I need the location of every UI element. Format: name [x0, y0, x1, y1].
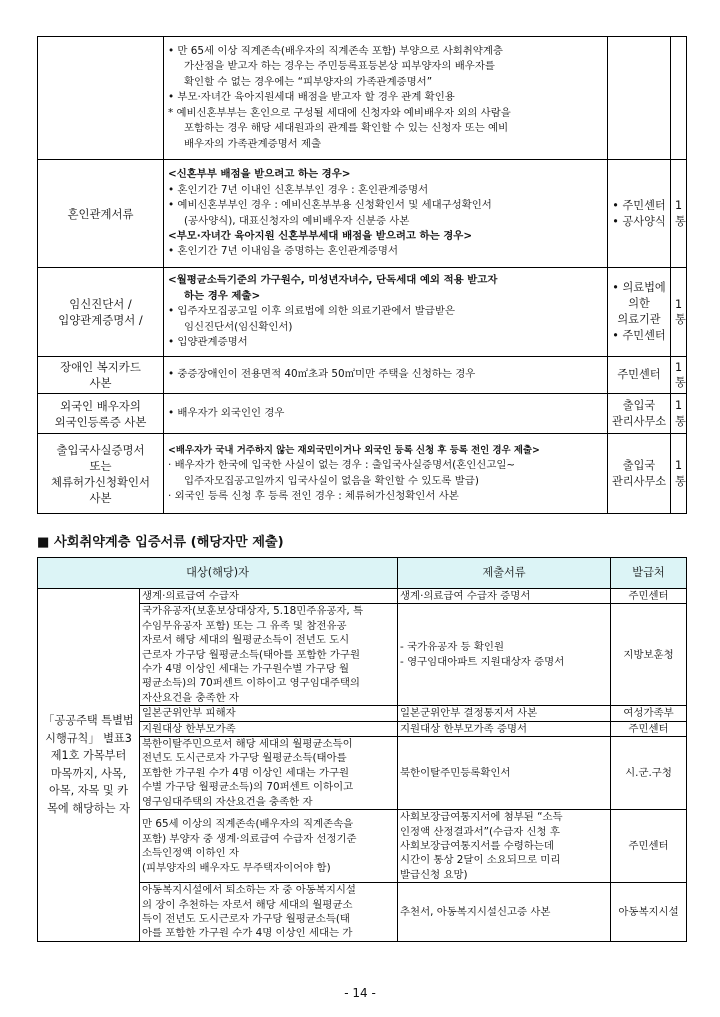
proof-documents-table — [37, 557, 687, 942]
bullet-line: • 입주자모집공고일 이후 의료법에 의한 의료기관에서 발급받은 — [168, 305, 455, 318]
issuer-cell: 주민센터 — [611, 810, 687, 883]
docs-line: 일본군위안부 결정통지서 사본 — [400, 707, 538, 720]
target-line: 아동복지시설에서 퇴소하는 자 중 아동복지시설 — [142, 884, 356, 897]
count-cell: 1통 — [671, 357, 687, 394]
docs-cell — [398, 589, 611, 604]
table-row — [38, 268, 687, 357]
header-docs: 제출서류 — [398, 558, 611, 589]
target-line: 근로자 가구당 월평균소득(태아를 포함한 가구원 — [142, 648, 361, 661]
issuer-cell — [608, 394, 671, 434]
issuer-cell: 주민센터 — [611, 721, 687, 736]
target-cell — [140, 604, 398, 706]
target-cell — [140, 737, 398, 810]
table-row — [38, 37, 687, 160]
bullet-line: · 외국인 등록 신청 후 등록 전인 경우 : 체류허가신청확인서 사본 — [168, 489, 459, 502]
table-row — [38, 357, 687, 394]
issuer-cell — [608, 160, 671, 268]
target-line: 평균소득)의 70퍼센트 이하이고 영구임대주택의 — [142, 677, 360, 690]
legal-basis-line: 마목까지, 사목, — [50, 766, 127, 780]
issuer-cell: 주민센터 — [608, 357, 671, 394]
note-line: * 예비신혼부부는 혼인으로 구성될 세대에 신청자와 예비배우자 외의 사람을 — [168, 106, 511, 119]
target-cell — [140, 810, 398, 883]
bullet-line: · 배우자가 한국에 입국한 사실이 없는 경우 : 출입국사실증명서(혼인신고일~ — [168, 459, 516, 472]
target-line: 수임무유공자 포함) 또는 그 유족 및 참전유공 — [142, 619, 347, 632]
category-cell — [38, 434, 164, 514]
table-row — [38, 434, 687, 514]
description-cell — [164, 357, 608, 394]
issuer-line: 출입국 — [622, 398, 656, 412]
count-cell — [671, 37, 687, 160]
target-line: 영구임대주택의 자산요건을 충족한 자 — [142, 795, 313, 808]
target-line: 자산요건을 충족한 자 — [142, 691, 239, 704]
issuer-line: 관리사무소 — [612, 414, 666, 428]
bullet-line: • 혼인기간 7년 이내인 신혼부부인 경우 : 혼인관계증명서 — [168, 183, 429, 196]
target-line: 득이 전년도 도시근로자 가구당 월평균소득(태 — [142, 912, 350, 925]
target-line: 아를 포함한 가구원 수가 4명 이상인 세대는 가 — [142, 927, 353, 940]
docs-cell — [398, 721, 611, 736]
category-cell — [38, 394, 164, 434]
docs-line: - 국가유공자 등 확인원 — [400, 641, 505, 654]
page-number: - 14 - — [344, 986, 376, 1000]
issuer-cell: 시.군.구청 — [611, 737, 687, 810]
category-line: 사본 — [89, 490, 112, 505]
issuer-cell — [608, 268, 671, 357]
condition-heading: <배우자가 국내 거주하지 않는 재외국민이거나 외국인 등록 신청 후 등록 전인 경우 제출> — [168, 444, 540, 456]
table-row — [38, 394, 687, 434]
category-line: 장애인 복지카드 — [60, 360, 141, 374]
text-line: 가산점을 받고자 하는 경우는 주민등록표등본상 피부양자의 배우자를 — [184, 60, 495, 73]
legal-basis-line: 목에 해당하는 자 — [47, 802, 130, 816]
count-cell: 1통 — [671, 394, 687, 434]
target-line: 자로서 해당 세대의 월평균소득이 전년도 도시 — [142, 634, 350, 647]
docs-cell — [398, 883, 611, 942]
legal-basis-line: 시행규칙」 별표3 — [45, 731, 132, 745]
target-line: 수별 가구당 월평균소득)의 70퍼센트 이하이고 — [142, 781, 354, 794]
issuer-line: 의한 — [628, 297, 650, 310]
text-line: (공사양식), 대표신청자의 예비배우자 신분증 사본 — [184, 214, 410, 227]
description-cell — [164, 268, 608, 357]
bullet-line: • 입양관계증명서 — [168, 336, 248, 349]
bullet-line: • 만 65세 이상 직계존속(배우자의 직계존속 포함) 부양으로 사회취약계층 — [168, 45, 503, 58]
issuer-cell — [608, 37, 671, 160]
issuer-line: • 주민센터 — [612, 198, 666, 212]
count-cell: 1통 — [671, 268, 687, 357]
category-line: 외국인 배우자의 — [60, 398, 141, 413]
bullet-line: • 혼인기간 7년 이내임을 증명하는 혼인관계증명서 — [168, 245, 398, 258]
issuer-cell — [608, 434, 671, 514]
condition-heading: <신혼부부 배점을 받으려고 하는 경우> — [168, 168, 351, 181]
category-cell — [38, 37, 164, 160]
category-line: 입양관계증명서 / — [58, 313, 143, 327]
target-line: 수가 4명 이상인 세대는 가구원수별 가구당 월 — [142, 663, 350, 676]
legal-basis-line: 제1호 가목부터 — [50, 749, 127, 763]
legal-basis-cell — [38, 589, 140, 942]
docs-line: 인정액 산정결과서”(수급자 신청 후 — [400, 825, 560, 838]
legal-basis-line: 「공공주택 특별법 — [43, 714, 134, 728]
target-line: 생계·의료급여 수급자 — [142, 590, 239, 602]
target-line: 북한이탈주민으로서 해당 세대의 월평균소득이 — [142, 738, 353, 751]
docs-line: 북한이탈주민등록확인서 — [400, 766, 511, 779]
docs-line: 추천서, 아동복지시설신고증 사본 — [400, 905, 551, 918]
issuer-line: 출입국 — [622, 458, 656, 472]
target-line: 소득인정액 이하인 자 — [142, 847, 239, 860]
target-line: 국가유공자(보훈보상대상자, 5.18민주유공자, 특 — [142, 605, 364, 618]
docs-line: 시간이 통상 2달이 소요되므로 미리 — [400, 854, 561, 867]
text-line: 배우자의 가족관계증명서 제출 — [184, 137, 322, 150]
bullet-line: • 예비신혼부부인 경우 : 예비신혼부부용 신청확인서 및 세대구성확인서 — [168, 199, 492, 212]
issuer-cell: 주민센터 — [611, 589, 687, 604]
category-line: 출입국사실증명서 — [56, 442, 145, 457]
documents-table — [37, 36, 687, 514]
category-cell — [38, 268, 164, 357]
table-header-row — [38, 558, 687, 589]
docs-cell — [398, 737, 611, 810]
target-line: 일본군위안부 피해자 — [142, 707, 236, 720]
bullet-line: • 배우자가 외국인인 경우 — [168, 406, 285, 419]
target-line: 지원대상 한부모가족 — [142, 722, 236, 735]
category-cell — [38, 357, 164, 394]
target-line: (피부양자의 배우자도 무주택자이어야 함) — [142, 861, 331, 874]
legal-basis-line: 아목, 자목 및 카 — [48, 784, 129, 798]
condition-heading: 하는 경우 제출> — [184, 289, 261, 302]
issuer-cell: 아동복지시설 — [611, 883, 687, 942]
header-issuer: 발급처 — [611, 558, 687, 589]
docs-line: 지원대상 한부모가족 증명서 — [400, 722, 528, 735]
category-cell: 혼인관계서류 — [38, 160, 164, 268]
target-cell — [140, 883, 398, 942]
target-cell — [140, 721, 398, 736]
bullet-line: • 부모·자녀간 육아지원세대 배점을 받고자 할 경우 관계 확인용 — [168, 91, 455, 104]
target-cell — [140, 706, 398, 721]
docs-line: 생계·의료급여 수급자 증명서 — [400, 590, 531, 602]
description-cell — [164, 160, 608, 268]
category-line: 임신진단서 / — [69, 297, 132, 311]
text-line: 입주자모집공고일까지 입국사실이 없음을 확인할 수 있도록 발급) — [184, 474, 479, 487]
count-cell: 1통 — [671, 434, 687, 514]
description-cell — [164, 37, 608, 160]
docs-line: - 영구임대아파트 지원대상자 증명서 — [400, 655, 565, 668]
count-cell: 1통 — [671, 160, 687, 268]
condition-heading: <월평균소득기준의 가구원수, 미성년자녀수, 단독세대 예외 적용 받고자 — [168, 274, 498, 287]
header-target: 대상(해당)자 — [38, 558, 398, 589]
target-line: 포함한 가구원 수가 4명 이상인 세대는 가구원 — [142, 766, 350, 779]
table-row — [38, 589, 687, 604]
target-line: 만 65세 이상의 직계존속(배우자의 직계존속을 — [142, 818, 354, 831]
category-line: 체류허가신청확인서 — [50, 474, 151, 489]
target-line: 전년도 도시근로자 가구당 월평균소득(태아를 — [142, 752, 347, 765]
description-cell — [164, 394, 608, 434]
docs-cell — [398, 706, 611, 721]
text-line: 포함하는 경우 해당 세대원과의 관계를 확인할 수 있는 신청자 또는 예비 — [184, 122, 509, 135]
target-line: 포함) 부양자 중 생계·의료급여 수급자 선정기준 — [142, 832, 357, 845]
issuer-cell: 여성가족부 — [611, 706, 687, 721]
target-cell — [140, 589, 398, 604]
category-line: 외국인등록증 사본 — [54, 414, 147, 429]
text-line: 임신진단서(임신확인서) — [184, 320, 293, 333]
text-line: 확인할 수 없는 경우에는 “피부양자의 가족관계증명서” — [184, 75, 433, 88]
docs-line: 발급신청 요망) — [400, 868, 468, 881]
table-row — [38, 160, 687, 268]
issuer-line: • 주민센터 — [612, 329, 666, 342]
section-title: ■ 사회취약계층 입증서류 (해당자만 제출) — [37, 535, 284, 550]
category-line: 또는 — [89, 458, 112, 473]
category-line: 사본 — [89, 376, 112, 390]
issuer-cell: 지방보훈청 — [611, 604, 687, 706]
docs-cell — [398, 604, 611, 706]
issuer-line: • 공사양식 — [612, 214, 666, 228]
bullet-line: • 중증장애인이 전용면적 40㎡초과 50㎡미만 주택을 신청하는 경우 — [168, 368, 476, 381]
issuer-line: 의료기관 — [617, 313, 661, 326]
docs-line: 사회보장급여통지서에 첨부된 “소득 — [400, 811, 563, 824]
description-cell — [164, 434, 608, 514]
issuer-line: • 의료법에 — [612, 281, 666, 294]
docs-cell — [398, 810, 611, 883]
condition-heading: <부모·자녀간 육아지원 신혼부부세대 배점을 받으려고 하는 경우> — [168, 229, 473, 242]
target-line: 의 장이 추천하는 자로서 해당 세대의 월평균소 — [142, 898, 353, 911]
issuer-line: 관리사무소 — [612, 474, 666, 488]
docs-line: 사회보장급여통지서를 수령하는데 — [400, 839, 554, 852]
